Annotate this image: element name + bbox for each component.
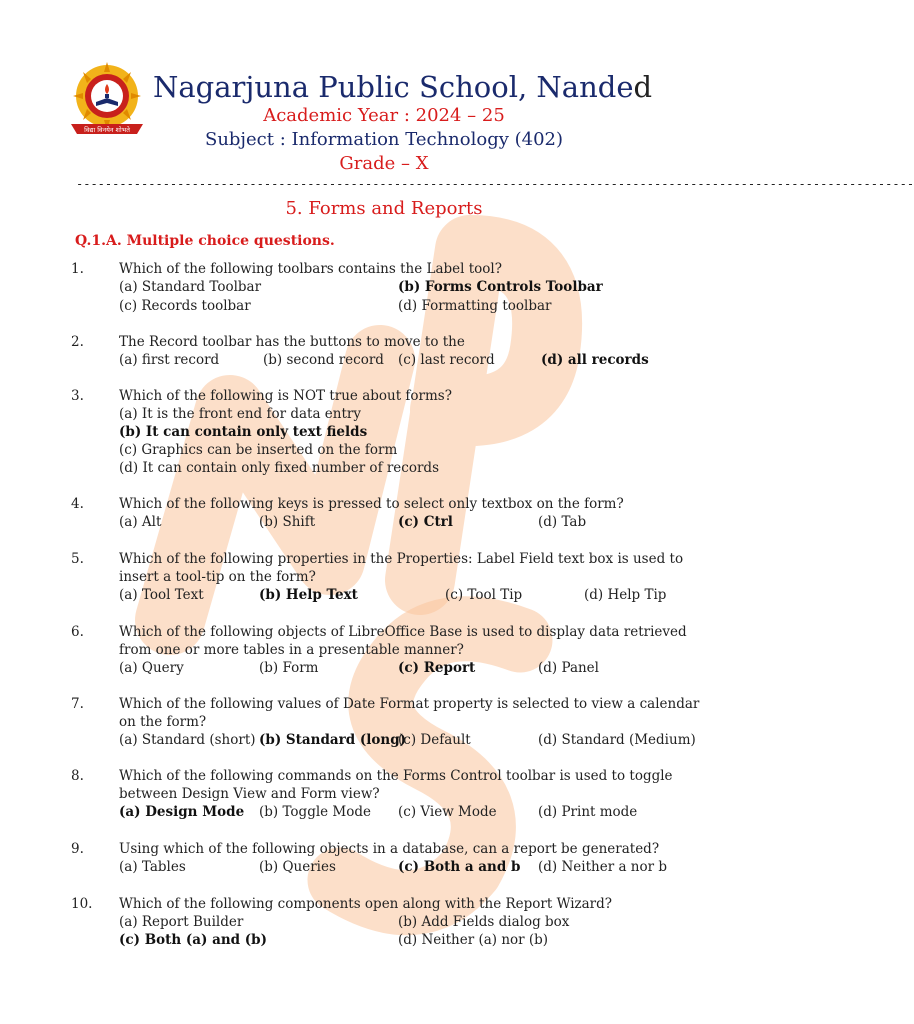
- option-c-answer: (c) Report: [398, 660, 476, 676]
- section-title: Q.1.A. Multiple choice questions.: [75, 233, 335, 249]
- option-d: (d) Panel: [538, 660, 599, 676]
- chapter-title: 5. Forms and Reports: [285, 198, 483, 219]
- question-number: 3.: [71, 388, 84, 404]
- option-d: (d) Formatting toolbar: [398, 298, 552, 314]
- option-d: (d) Help Tip: [584, 587, 667, 603]
- question-number: 9.: [71, 841, 84, 857]
- option-c: (c) last record: [398, 352, 495, 368]
- option-a: (a) Tables: [119, 859, 186, 875]
- option-d-answer: (d) all records: [541, 352, 649, 368]
- option-b-answer: (b) Help Text: [259, 587, 358, 603]
- dashed-divider: --------------------------------------------------------------------------------------------------------------------: [76, 177, 914, 191]
- option-a: (a) Tool Text: [119, 587, 204, 603]
- option-b: (b) Queries: [259, 859, 336, 875]
- option-a: (a) Query: [119, 660, 184, 676]
- option-a-answer: (a) Design Mode: [119, 804, 245, 820]
- option-b: (b) Form: [259, 660, 319, 676]
- option-c-answer: (c) Both a and b: [398, 859, 521, 875]
- question-text: Which of the following components open along with the Report Wizard?: [119, 896, 613, 912]
- option-d: (d) Neither (a) nor (b): [398, 932, 549, 948]
- option-a: (a) It is the front end for data entry: [119, 406, 361, 422]
- option-c-answer: (c) Ctrl: [398, 514, 453, 530]
- question-number: 5.: [71, 551, 84, 567]
- question-text-continued: on the form?: [119, 714, 207, 730]
- option-c: (c) Records toolbar: [119, 298, 251, 314]
- school-name-last: d: [633, 70, 653, 104]
- question-text: Which of the following is NOT true about forms?: [119, 388, 452, 404]
- question-number: 2.: [71, 334, 84, 350]
- option-a: (a) Alt: [119, 514, 162, 530]
- option-b: (b) Toggle Mode: [259, 804, 372, 820]
- option-c: (c) Graphics can be inserted on the form: [119, 442, 398, 458]
- option-b-answer: (b) It can contain only text fields: [119, 424, 368, 440]
- question-text: Which of the following toolbars contains the Label tool?: [119, 261, 502, 277]
- question-text-continued: between Design View and Form view?: [119, 786, 380, 802]
- option-b: (b) Shift: [259, 514, 316, 530]
- option-d: (d) Neither a nor b: [538, 859, 667, 875]
- question-number: 4.: [71, 496, 84, 512]
- school-name-main: Nagarjuna Public School, Nande: [153, 70, 634, 104]
- option-a: (a) Report Builder: [119, 914, 244, 930]
- question-text: Which of the following keys is pressed to select only textbox on the form?: [119, 496, 624, 512]
- question-text: Using which of the following objects in a database, can a report be generated?: [119, 841, 660, 857]
- grade-line: Grade – X: [339, 153, 429, 174]
- question-number: 1.: [71, 261, 84, 277]
- option-c: (c) Default: [398, 732, 471, 748]
- question-number: 10.: [71, 896, 93, 912]
- option-d: (d) It can contain only fixed number of records: [119, 460, 440, 476]
- option-b: (b) second record: [263, 352, 384, 368]
- option-a: (a) Standard Toolbar: [119, 279, 262, 295]
- option-d: (d) Standard (Medium): [538, 732, 696, 748]
- svg-text:विद्या विनयेन शोभते: विद्या विनयेन शोभते: [84, 126, 130, 134]
- question-number: 8.: [71, 768, 84, 784]
- question-text: The Record toolbar has the buttons to move to the: [119, 334, 465, 350]
- option-b-answer: (b) Forms Controls Toolbar: [398, 279, 603, 295]
- option-a: (a) first record: [119, 352, 220, 368]
- question-number: 7.: [71, 696, 84, 712]
- question-text-continued: insert a tool-tip on the form?: [119, 569, 316, 585]
- option-c-answer: (c) Both (a) and (b): [119, 932, 267, 948]
- question-text-continued: from one or more tables in a presentable manner?: [119, 642, 464, 658]
- school-name: [153, 70, 753, 104]
- option-d: (d) Print mode: [538, 804, 638, 820]
- letterhead: [0, 62, 768, 177]
- question-text: Which of the following objects of LibreOffice Base is used to display data retrieved: [119, 624, 687, 640]
- option-b: (b) Add Fields dialog box: [398, 914, 570, 930]
- question-text: Which of the following properties in the Properties: Label Field text box is used to: [119, 551, 684, 567]
- subject-line: Subject : Information Technology (402): [204, 129, 564, 150]
- option-a: (a) Standard (short): [119, 732, 256, 748]
- question-number: 6.: [71, 624, 84, 640]
- question-text: Which of the following commands on the Forms Control toolbar is used to toggle: [119, 768, 673, 784]
- option-b-answer: (b) Standard (long): [259, 732, 407, 748]
- academic-year: Academic Year : 2024 – 25: [263, 105, 505, 126]
- question-text: Which of the following values of Date Format property is selected to view a calendar: [119, 696, 700, 712]
- option-d: (d) Tab: [538, 514, 587, 530]
- option-c: (c) Tool Tip: [445, 587, 523, 603]
- option-c: (c) View Mode: [398, 804, 497, 820]
